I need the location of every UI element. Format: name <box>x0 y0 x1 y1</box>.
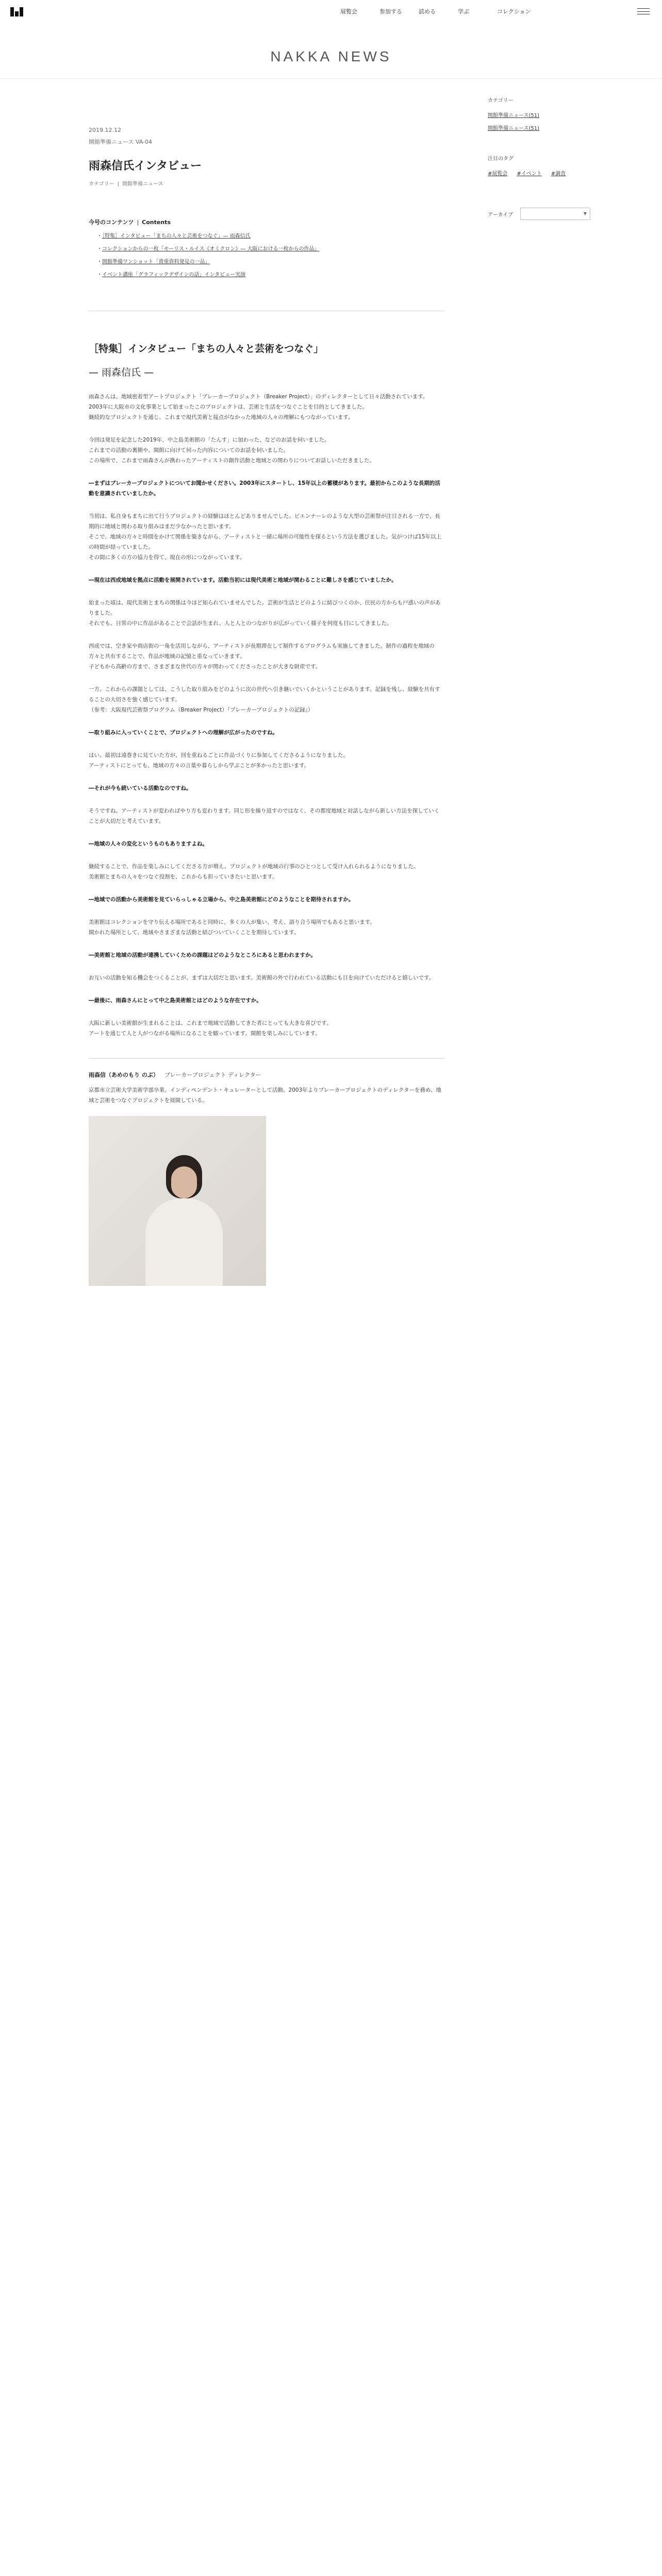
paragraph-gap <box>89 672 444 684</box>
nav-learn[interactable]: 学ぶ <box>458 8 469 15</box>
paragraph-gap <box>89 905 444 917</box>
interview-question: ―まずはブレーカープロジェクトについてお聞かせください。2003年にスタートし、15年以上の蓄積があります。最初からこのような長期的活動を意識されていましたか。 <box>89 480 440 497</box>
toc-item[interactable]: ・コレクションからの一枚「モーリス・ルイス《オミクロン》― 大阪における一枚からの作品」 <box>97 246 320 252</box>
credit-divider <box>89 1058 444 1059</box>
global-nav <box>340 0 536 23</box>
article-category: 開館準備ニュース VA-04 <box>89 139 153 145</box>
article-paragraph: その間に多くの方の協力を得て、現在の形につながっています。 <box>89 554 245 561</box>
feature-subheading: — 雨森信氏 — <box>89 366 154 378</box>
site-header <box>0 0 662 23</box>
article-paragraph: （参考：大阪現代芸術祭プログラム（Breaker Project）『ブレーカープロジェクトの記録』） <box>89 706 313 713</box>
archive-select[interactable] <box>520 208 590 220</box>
tag-link[interactable]: #調査 <box>551 171 566 177</box>
article-paragraph: これまでの活動の裏側や、開館に向けて伺った内容についてのお話を伺いました。 <box>89 447 289 453</box>
sidebar-category-link[interactable]: 開館準備ニュース(51) <box>488 126 540 131</box>
sidebar <box>488 96 596 220</box>
paragraph-gap <box>89 983 444 995</box>
interview-question: ―地域での活動から美術館を見ていらっしゃる立場から、中之島美術館にどのようなことを期待されますか。 <box>89 896 354 903</box>
article-meta: カテゴリー | 開館準備ニュース <box>89 181 163 187</box>
article-paragraph: そうですね。アーティストが変わればやり方も変わります。同じ形を繰り返すのではなく、その都度地域と対話しながら新しい方法を探していくことが大切だと考えています。 <box>89 807 440 824</box>
article-paragraph: はい。最初は遠巻きに見ていた方が、回を重ねるごとに作品づくりに参加してくださるようになりました。 <box>89 752 349 758</box>
toc-item[interactable]: ・［特集］インタビュー「まちの人々と芸術をつなぐ」— 雨森信氏 <box>97 233 251 239</box>
credit-heading <box>89 1069 444 1079</box>
paragraph-gap <box>89 793 444 806</box>
article-paragraph: 子どもから高齢の方まで、さまざまな世代の方々が関わってくださったことが大きな財産です。 <box>89 663 321 670</box>
article-paragraph: 始まった頃は、現代美術とまちの関係は今ほど知られていませんでした。芸術が生活とどのように結びつくのか、住民の方からも戸惑いの声がありました。 <box>89 599 441 616</box>
paragraph-gap <box>89 715 444 727</box>
article-paragraph: 継続的なプロジェクトを通じ、これまで現代美術と接点がなかった地域の人々の理解にもつながっています。 <box>89 414 354 420</box>
nav-read[interactable]: 読める <box>419 8 436 15</box>
toc-link[interactable]: 開館準備ワンショット「貴重資料発見の一品」 <box>102 259 210 265</box>
paragraph-gap <box>89 563 444 575</box>
paragraph-gap <box>89 849 444 861</box>
page-title: 雨森信氏インタビュー <box>89 160 202 173</box>
article-body <box>89 392 444 1039</box>
article-date: 2019.12.12 <box>89 127 121 133</box>
credit-name: 雨森信（あめのもり のぶ） <box>89 1071 159 1078</box>
article-paragraph: 雨森さんは、地域密着型アートプロジェクト「ブレーカープロジェクト（Breaker Project）」のディレクターとして日々活動されています。 <box>89 393 428 400</box>
interview-question: ―最後に、雨森さんにとって中之島美術館とはどのような存在ですか。 <box>89 997 262 1004</box>
interview-question: ―現在は西成地域を拠点に活動を展開されています。活動当初には現代美術と地域が関わることに難しさを感じていましたか。 <box>89 577 397 583</box>
credit-bio: 京都市立芸術大学美術学部卒業。インディペンデント・キュレーターとして活動。2003年よりブレーカープロジェクトのディレクターを務め、地域と芸術をつなぐプロジェクトを展開している。 <box>89 1087 442 1104</box>
credit-role: ブレーカープロジェクト ディレクター <box>164 1071 261 1078</box>
paragraph-gap <box>89 882 444 894</box>
article-paragraph: 当初は、私自身もまちに出て行うプロジェクトの経験はほとんどありませんでした。ビエンナーレのような大型の芸術祭が注目される一方で、長期的に地域と関わる取り組みはまだ少なかったと思います。 <box>89 513 440 530</box>
meta-category-link[interactable]: 開館準備ニュース <box>122 181 163 187</box>
chevron-down-icon: ▼ <box>583 211 587 216</box>
site-logo-icon[interactable] <box>10 7 24 16</box>
tag-link[interactable]: #展覧会 <box>488 171 508 177</box>
interview-question: ―美術館と地域の活動が連携していくための課題はどのようなところにあると思われますか。 <box>89 952 316 958</box>
table-of-contents <box>89 218 444 278</box>
article-paragraph: 美術館とまちの人々をつなぐ役割を、これからも担っていきたいと思います。 <box>89 873 278 880</box>
archive-filter <box>488 208 596 220</box>
article-paragraph: 美術館はコレクションを守り伝える場所であると同時に、多くの人が集い、考え、語り合う場所でもあると思います。 <box>89 919 375 925</box>
article-paragraph: 今回は発足を記念した2019年、中之島美術館の「たんす」に加わった、などのお話を伺いました。 <box>89 436 330 443</box>
article-paragraph: 開かれた場所として、地域やさまざまな活動と結びついていくことを期待しています。 <box>89 929 300 936</box>
paragraph-gap <box>89 938 444 950</box>
paragraph-gap <box>89 585 444 598</box>
interview-question: ―それが今も続いている活動なのですね。 <box>89 785 192 791</box>
article-paragraph: アートを通じて人と人がつながる場所になることを願っています。開館を楽しみにしています。 <box>89 1030 321 1037</box>
article-paragraph: 2003年に大阪市の文化事業として始まったこのプロジェクトは、芸術と生活をつなぐことを目的としてきました。 <box>89 403 368 410</box>
article-paragraph: アーティストにとっても、地域の方々の言葉や暮らしから学ぶことが多かったと思います。 <box>89 762 310 769</box>
sidebar-tag-label: 注目のタグ <box>488 156 514 162</box>
paragraph-gap <box>89 738 444 750</box>
article-paragraph: 継続することで、作品を楽しみにしてくださる方が増え、プロジェクトが地域の行事のひとつとして受け入れられるようになりました。 <box>89 863 419 870</box>
article-paragraph: 大阪に新しい美術館が生まれることは、これまで地域で活動してきた者にとっても大きな喜びです。 <box>89 1020 332 1026</box>
article <box>89 127 444 1286</box>
sidebar-category-item[interactable] <box>488 111 596 118</box>
paragraph-gap <box>89 826 444 839</box>
toc-item[interactable]: ・開館準備ワンショット「貴重資料発見の一品」 <box>97 259 210 265</box>
toc-link[interactable]: イベント講座「グラフィックデザインの話」インタビュー実演 <box>102 272 246 278</box>
portrait-photo <box>89 1116 266 1286</box>
section-brand-title: NAKKA NEWS <box>270 48 392 64</box>
toc-link[interactable]: ［特集］インタビュー「まちの人々と芸術をつなぐ」— 雨森信氏 <box>102 233 251 239</box>
nav-participate[interactable]: 参加する <box>379 8 402 15</box>
nav-collection[interactable]: コレクション <box>497 8 531 15</box>
feature-heading: ［特集］インタビュー「まちの人々と芸術をつなぐ」 <box>89 343 324 354</box>
paragraph-gap <box>89 629 444 641</box>
paragraph-gap <box>89 960 444 973</box>
sidebar-category-label: カテゴリー <box>488 98 514 104</box>
interview-question: ―地域の人々の変化というものもありますよね。 <box>89 840 208 847</box>
toc-heading: 今号のコンテンツ | Contents <box>89 219 171 226</box>
tag-link[interactable]: #イベント <box>517 171 542 177</box>
article-paragraph: 一方、これからの課題としては、こうした取り組みをどのように次の世代へ引き継いでいくかということがあります。記録を残し、経験を共有することの大切さを強く感じています。 <box>89 686 440 703</box>
article-paragraph: この場所で、これまで雨森さんが携わったアーティストの創作活動と地域との関わりについてお話しいただきました。 <box>89 457 375 464</box>
toc-title: 今号のコンテンツ <box>89 219 134 226</box>
hamburger-menu-icon[interactable] <box>637 8 650 14</box>
article-paragraph: お互いの活動を知る機会をつくることが、まずは大切だと思います。美術館の外で行われている活動にも目を向けていただけると嬉しいです。 <box>89 974 435 981</box>
paragraph-gap <box>89 466 444 478</box>
paragraph-gap <box>89 422 444 435</box>
paragraph-gap <box>89 499 444 511</box>
sidebar-category-item[interactable] <box>488 124 596 131</box>
nav-exhibitions[interactable]: 展覧会 <box>340 8 357 15</box>
article-paragraph: 西成では、空き家や商店街の一角を活用しながら、アーティストが長期滞在して制作するプログラムも実施してきました。制作の過程を地域の方々と共有することで、作品が地域の記憶と重なっていきます。 <box>89 642 435 659</box>
interview-question: ―取り組みに入っていくことで、プロジェクトへの理解が広がったのですね。 <box>89 729 278 736</box>
sidebar-category-link[interactable]: 開館準備ニュース(51) <box>488 113 540 118</box>
archive-label: アーカイブ <box>488 212 513 218</box>
sidebar-tags <box>488 169 596 177</box>
toc-link[interactable]: コレクションからの一枚「モーリス・ルイス《オミクロン》― 大阪における一枚からの作品」 <box>102 246 320 252</box>
paragraph-gap <box>89 771 444 783</box>
header-divider <box>0 78 662 79</box>
article-paragraph: それでも、日常の中に作品があることで会話が生まれ、人と人とのつながりが広がっていく様子を何度も目にしてきました。 <box>89 620 392 626</box>
toc-title-en: Contents <box>142 219 171 226</box>
meta-category-label: カテゴリー <box>89 181 114 187</box>
paragraph-gap <box>89 1006 444 1018</box>
toc-item[interactable]: ・イベント講座「グラフィックデザインの話」インタビュー実演 <box>97 272 246 278</box>
article-paragraph: そこで、地域の方々と時間をかけて関係を築きながら、アーティストと一緒に場所の可能性を探るという方法を選びました。気がつけば15年以上の時間が経っていました。 <box>89 533 441 550</box>
